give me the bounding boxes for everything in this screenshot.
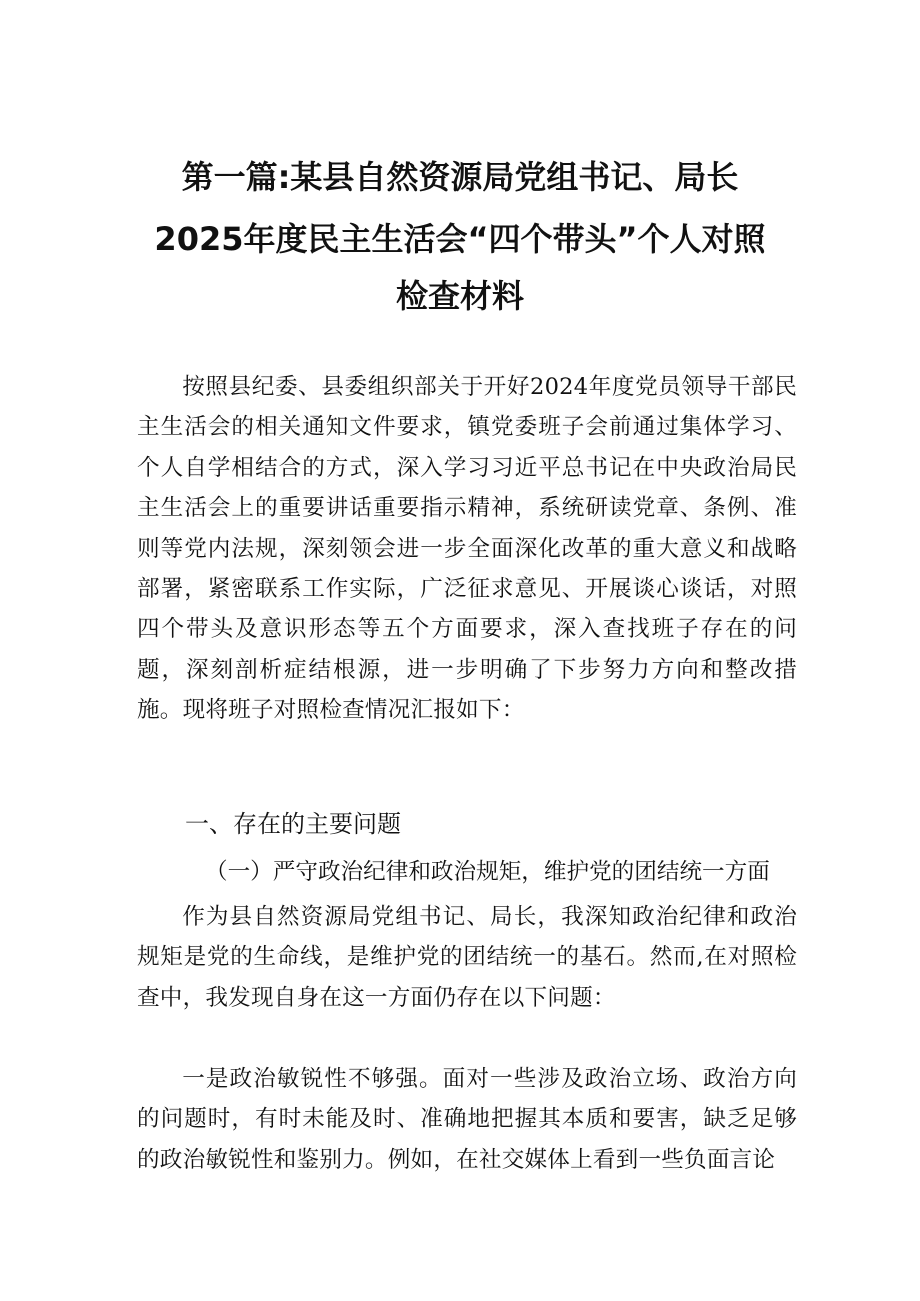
document-title-line-3: 检查材料 <box>395 277 524 315</box>
section-heading: 一、存在的主要问题 <box>185 810 401 838</box>
intro-paragraph: 按照县纪委、县委组织部关于开好2024年度党员领导干部民主生活会的相关通知文件要求，镇党委班子会前通过集体学习、个人自学相结合的方式，深入学习习近平总书记在中央政治局民主生活会上的重要讲话重要指示精神，系统研读党章、条例、准则等党内法规，深刻领会进一步全面深化改革的重大意义和战略部署，紧密联系工作实际，广泛征求意见、开展谈心谈话，对照四个带头及意识形态等五个方面要求，深入查找班子存在的问题，深刻剖析症结根源，进一步明确了下步努力方向和整改措施。现将班子对照检查情况汇报如下： <box>137 374 797 724</box>
subsection-heading: （一）严守政治纪律和政治规矩，维护党的团结统一方面 <box>205 859 770 885</box>
document-title-line-2: 2025年度民主生活会“四个带头”个人对照 <box>154 220 766 258</box>
section-paragraph-1: 作为县自然资源局党组书记、局长，我深知政治纪律和政治规矩是党的生命线，是维护党的团结统一的基石。然而,在对照检查中，我发现自身在这一方面仍存在以下问题： <box>137 904 797 1011</box>
section-paragraph-2: 一是政治敏锐性不够强。面对一些涉及政治立场、政治方向的问题时，有时未能及时、准确地把握其本质和要害，缺乏足够的政治敏锐性和鉴别力。例如，在社交媒体上看到一些负面言论 <box>137 1066 797 1173</box>
document-title-line-1: 第一篇:某县自然资源局党组书记、局长 <box>181 158 739 196</box>
